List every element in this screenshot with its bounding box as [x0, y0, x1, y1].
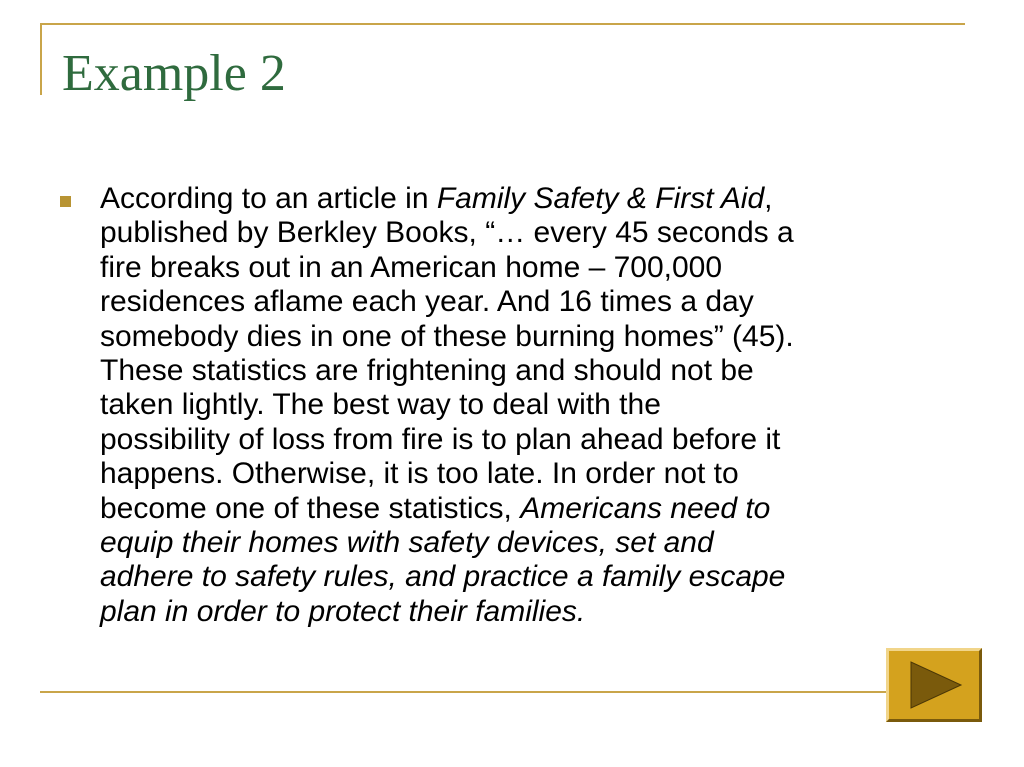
slide-title: Example 2: [62, 45, 286, 102]
text-run: possibility of loss from fire is to plan ahead before it: [100, 422, 781, 456]
italic-text-run: adhere to safety rules, and practice a family escape: [100, 560, 786, 594]
text-line: [100, 595, 980, 629]
italic-text-run: plan in order to protect their families.: [100, 594, 586, 628]
text-run: become one of these statistics,: [100, 491, 521, 525]
text-line: [100, 285, 980, 319]
bullet-square-icon: [60, 196, 71, 207]
play-triangle-right-icon: [889, 651, 979, 719]
text-run: residences aflame each year. And 16 times a day: [100, 285, 754, 319]
text-line: [100, 526, 980, 560]
text-run: published by Berkley Books, “… every 45 seconds a: [100, 216, 794, 250]
text-line: [100, 216, 980, 250]
text-line: [100, 423, 980, 457]
text-line: [100, 354, 980, 388]
text-line: [100, 320, 980, 354]
frame-bottom-line: [40, 691, 896, 693]
text-run: somebody dies in one of these burning homes” (45).: [100, 319, 794, 353]
text-run: ,: [764, 182, 773, 215]
italic-text-run: Family Safety & First Aid: [436, 182, 765, 215]
text-line: [100, 492, 980, 526]
frame-top-line: [40, 23, 965, 25]
bullet-paragraph: [100, 182, 980, 629]
text-line: [100, 251, 980, 285]
text-line: [100, 388, 980, 422]
text-run: fire breaks out in an American home – 700,000: [100, 250, 723, 284]
text-run: According to an article in: [100, 182, 437, 215]
frame-left-line: [40, 23, 42, 95]
text-run: happens. Otherwise, it is too late. In order not to: [100, 457, 739, 491]
text-line: [100, 182, 980, 216]
text-line: [100, 560, 980, 594]
text-run: taken lightly. The best way to deal with the: [100, 388, 661, 422]
italic-text-run: Americans need to: [520, 491, 771, 525]
italic-text-run: equip their homes with safety devices, set and: [100, 526, 714, 560]
next-slide-button[interactable]: [886, 648, 982, 722]
text-run: These statistics are frightening and should not be: [100, 354, 754, 388]
text-line: [100, 457, 980, 491]
